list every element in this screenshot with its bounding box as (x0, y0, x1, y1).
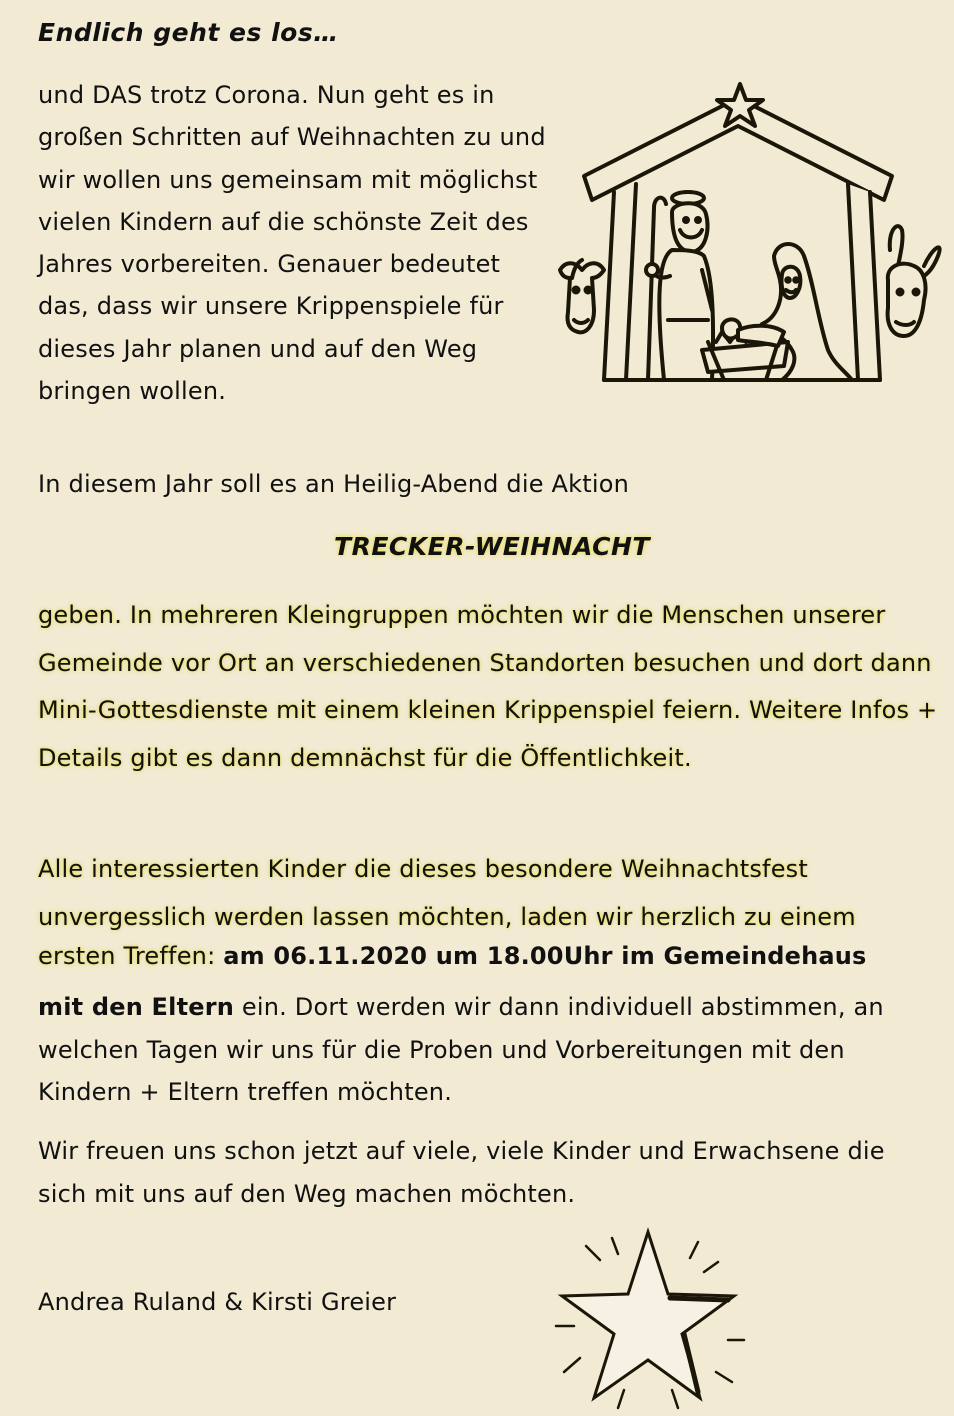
paragraph-2-continued (38, 986, 938, 1114)
paragraph-2-highlight: Alle interessierten Kinder die dieses besondere Weihnachtsfest unvergesslich werden lassen möchten, laden wir herzlich zu einem (38, 855, 856, 931)
aktion-line: In diesem Jahr soll es an Heilig-Abend die Aktion (38, 470, 630, 498)
signature: Andrea Ruland & Kirsti Greier (38, 1288, 397, 1316)
meeting-label: ersten Treffen: (38, 942, 216, 970)
star-icon (548, 1222, 748, 1412)
paragraph-3: Wir freuen uns schon jetzt auf viele, viele Kinder und Erwachsene die sich mit uns auf den Weg machen möchten. (38, 1137, 885, 1208)
intro-paragraph: und DAS trotz Corona. Nun geht es in großen Schritten auf Weihnachten zu und wir wollen uns gemeinsam mit möglichst vielen Kindern auf die schönste Zeit des Jahres vorbereiten. Genauer bedeutet das, dass wir unsere Krippenspiele für dieses Jahr planen und auf den Weg bringen wollen. (38, 81, 546, 406)
paragraph-1: geben. In mehreren Kleingruppen möchten wir die Menschen unserer Gemeinde vor Ort an verschiedenen Standorten besuchen und dort dann Mini-Gottesdienste mit einem kleinen Krippenspiel feiern. Weitere Infos + Details gibt es dann demnächst für die Öffentlichkeit. (38, 601, 938, 772)
heading: Endlich geht es los… (38, 18, 339, 47)
meeting-date: am 06.11.2020 um 18.00Uhr im Gemeindehaus (223, 942, 867, 970)
paragraph-2-rest: ein. Dort werden wir dann individuell abstimmen, an welchen Tagen wir uns für die Proben und Vorbereitungen mit den Kindern + Eltern treffen möchten. (38, 993, 884, 1106)
nativity-scene-icon (552, 80, 942, 400)
event-title: TRECKER-WEIHNACHT (334, 532, 650, 561)
with-parents: mit den Eltern (38, 993, 235, 1021)
meeting-line (38, 942, 867, 970)
